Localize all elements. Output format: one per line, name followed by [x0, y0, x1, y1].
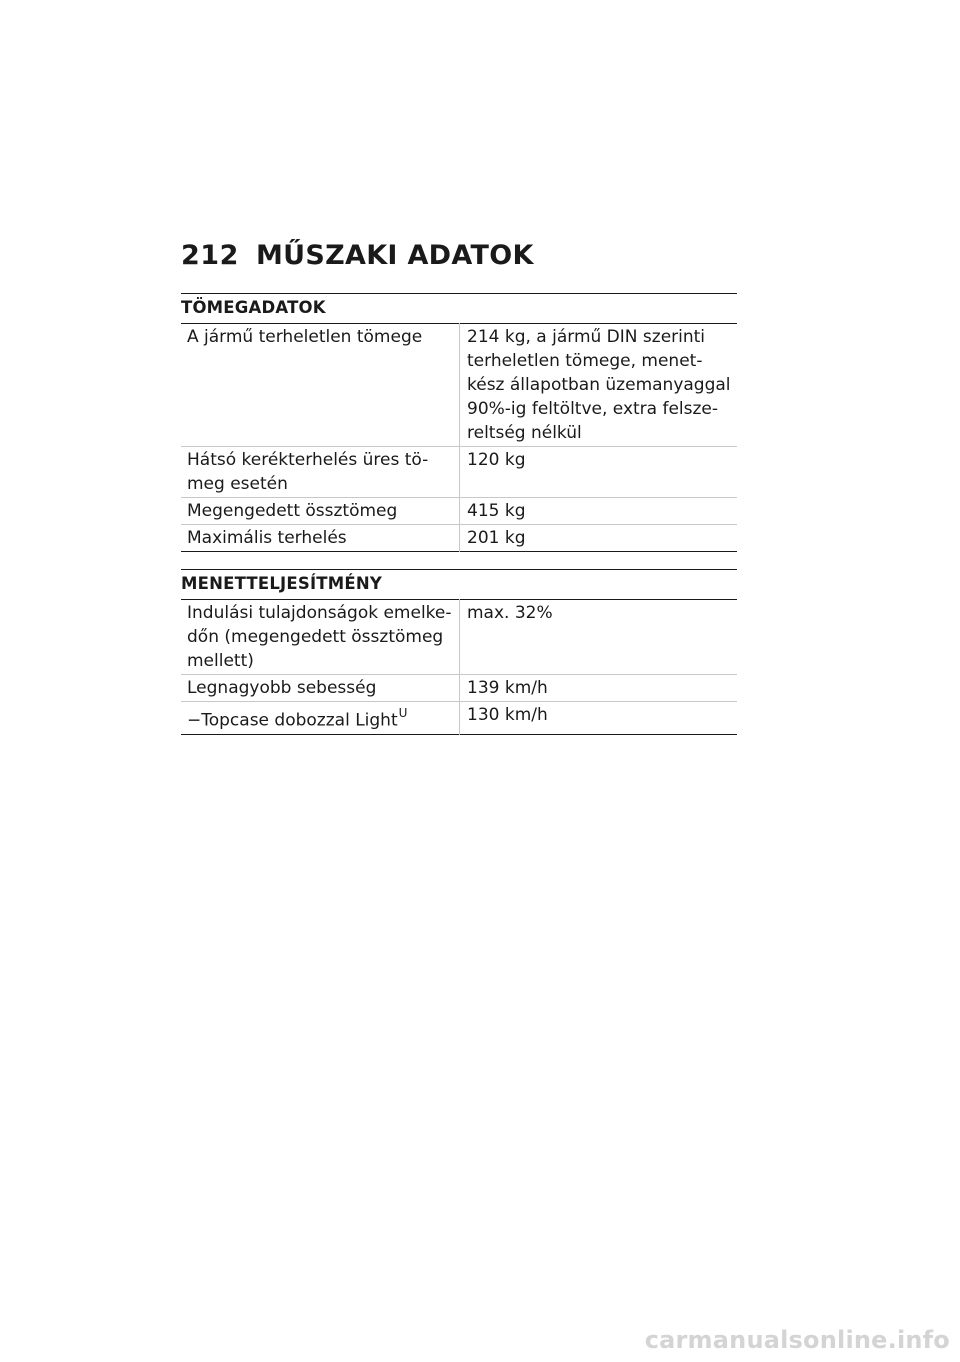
row-value: 214 kg, a jármű DIN szerinti terheletlen tömege, menet-kész állapotban üzemanyaggal 90%-ig feltöltve, extra felsze-reltség nélkül	[467, 327, 731, 443]
row-label: Megengedett össztömeg	[181, 498, 460, 525]
row-value: 415 kg	[467, 501, 526, 521]
table-row	[181, 600, 737, 675]
page-header	[181, 240, 737, 284]
row-value: max. 32%	[467, 603, 553, 623]
table-row	[181, 702, 737, 735]
table-row	[181, 447, 737, 498]
row-value: 201 kg	[467, 528, 526, 548]
spec-table-performance	[181, 599, 737, 735]
section-performance	[181, 569, 737, 735]
row-label: Hátsó kerékterhelés üres tö-meg esetén	[181, 447, 460, 498]
row-value: 120 kg	[467, 450, 526, 470]
row-label: Indulási tulajdonságok emelke-dőn (megengedett össztömeg mellett)	[181, 600, 460, 675]
table-row	[181, 525, 737, 552]
table-row	[181, 498, 737, 525]
watermark: carmanualsonline.info	[644, 1326, 950, 1354]
manual-page	[181, 240, 737, 735]
chapter-title: MŰSZAKI ADATOK	[256, 240, 534, 271]
section-mass-data	[181, 293, 737, 552]
section-title: MENETTELJESÍTMÉNY	[181, 569, 737, 599]
row-label: A jármű terheletlen tömege	[181, 324, 460, 447]
table-row	[181, 324, 737, 447]
spec-table-mass	[181, 323, 737, 552]
row-label: Maximális terhelés	[181, 525, 460, 552]
row-label: Legnagyobb sebesség	[181, 675, 460, 702]
table-row	[181, 675, 737, 702]
accessory-mark: U	[398, 706, 408, 720]
page-number: 212	[181, 240, 239, 271]
row-value: 130 km/h	[467, 705, 548, 725]
row-label-cell	[181, 702, 460, 735]
section-title: TÖMEGADATOK	[181, 293, 737, 323]
row-label: −Topcase dobozzal Light	[187, 710, 398, 731]
row-value: 139 km/h	[467, 678, 548, 698]
